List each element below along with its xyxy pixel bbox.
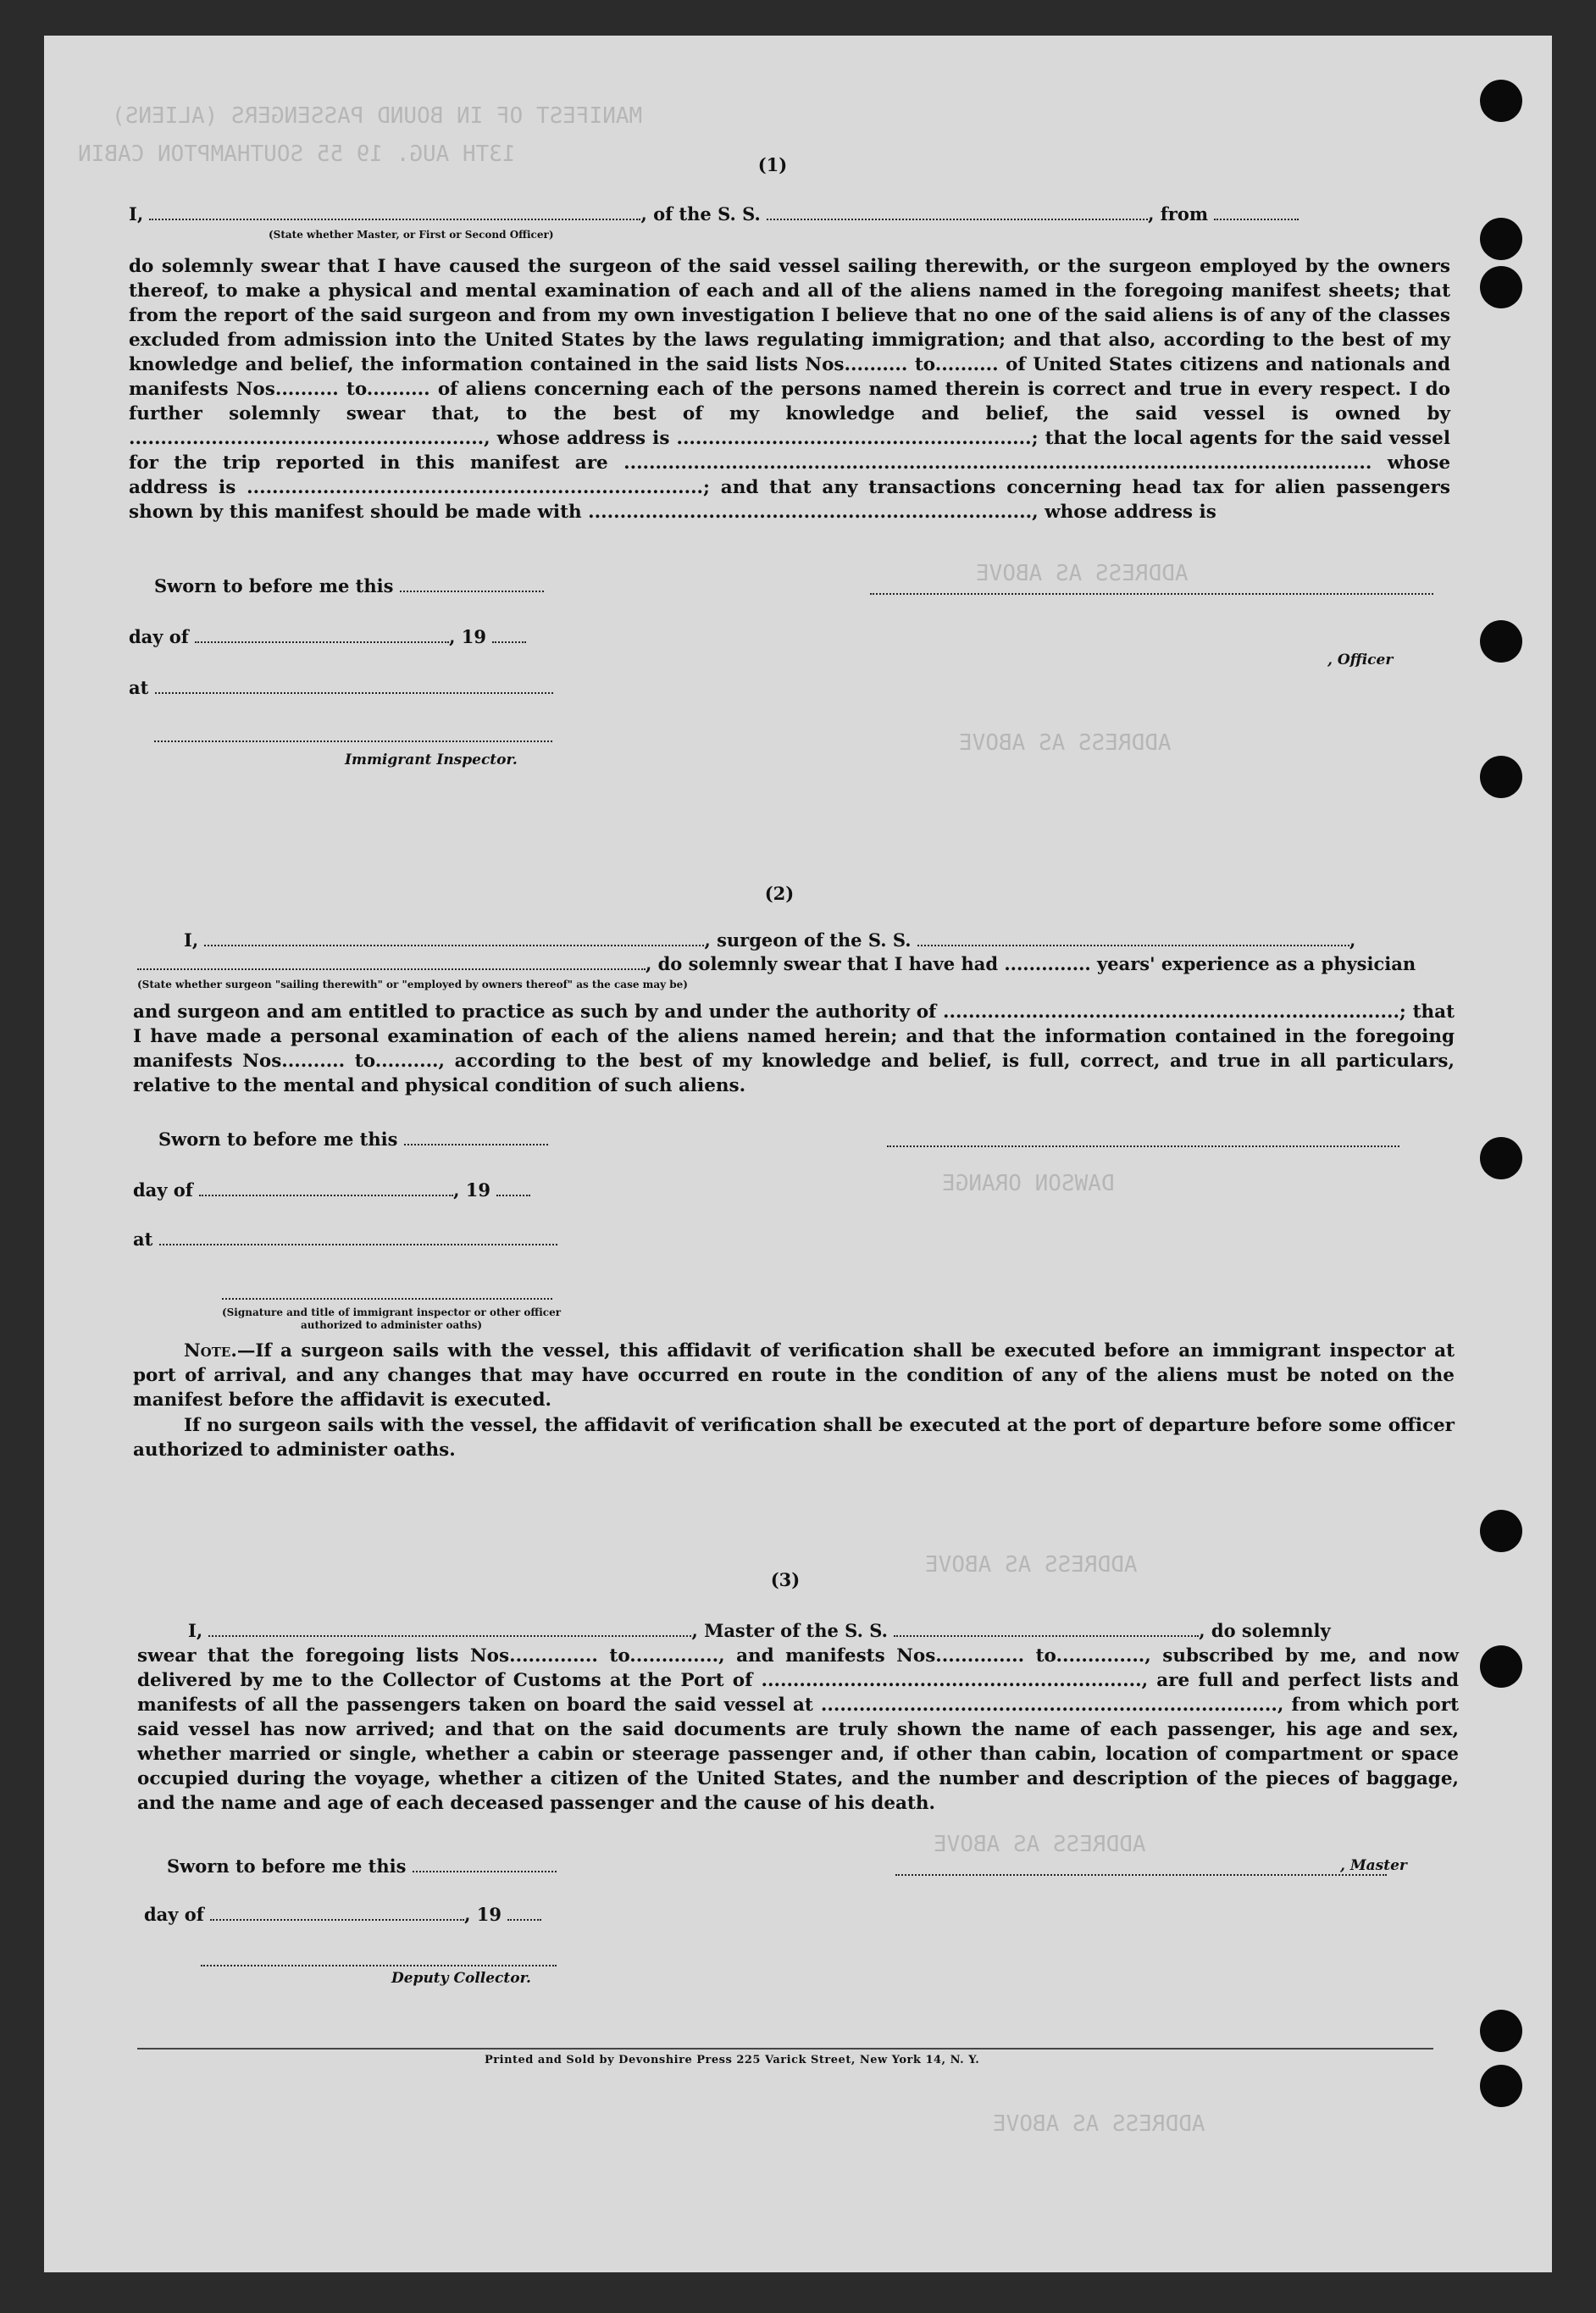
- master-signature-line[interactable]: [895, 1874, 1387, 1876]
- label-do-solemnly: , do solemnly: [1199, 1620, 1331, 1641]
- bleed-through-line: 13TH AUG. 19 55 SOUTHAMPTON CABIN: [78, 141, 516, 167]
- immigrant-inspector-label: Immigrant Inspector.: [345, 752, 518, 768]
- inspector-signature-line[interactable]: [154, 740, 552, 742]
- year-text: , 19: [449, 626, 487, 647]
- officer-name-field[interactable]: [149, 203, 640, 220]
- at-label-1: [129, 677, 553, 698]
- section-3-line1: [188, 1620, 1331, 1641]
- year-field[interactable]: [496, 1179, 530, 1196]
- inspector-signature-line[interactable]: [222, 1298, 552, 1300]
- manifest-back-page: [44, 36, 1552, 2272]
- master-label: , Master: [1340, 1857, 1407, 1874]
- surgeon-vessel-field[interactable]: [917, 929, 1349, 946]
- at-label-2: [133, 1229, 557, 1250]
- bleed-through-line: ADDRESS AS ABOVE: [993, 2111, 1205, 2137]
- punch-hole: [1480, 1645, 1522, 1688]
- surgeon-swear-text: , do solemnly swear that I have had .............. years' experience as a physician: [646, 953, 1416, 974]
- punch-hole: [1480, 756, 1522, 798]
- punch-hole: [1480, 2010, 1522, 2052]
- punch-hole: [1480, 218, 1522, 260]
- port-from-field[interactable]: [1214, 203, 1299, 220]
- note-paragraph: [133, 1339, 1455, 1412]
- section-3-number: (3): [770, 1569, 801, 1590]
- sworn-text: Sworn to before me this: [154, 575, 394, 596]
- sworn-label-2: [158, 1129, 548, 1150]
- sworn-label-1: [154, 575, 544, 596]
- label-i: I,: [188, 1620, 203, 1641]
- section-1-number: (1): [757, 154, 788, 175]
- deputy-collector-label: Deputy Collector.: [391, 1970, 531, 1987]
- bleed-through-line: ADDRESS AS ABOVE: [959, 730, 1172, 756]
- printer-imprint: Printed and Sold by Devonshire Press 225 Varick Street, New York 14, N. Y.: [485, 2054, 980, 2066]
- officer-label: , Officer: [1327, 652, 1394, 668]
- day-field[interactable]: [210, 1904, 464, 1921]
- label-from: , from: [1148, 203, 1209, 225]
- officer-note: (State whether Master, or First or Second Officer): [269, 229, 554, 241]
- signature-note: (Signature and title of immigrant inspector or other officer authorized to administer oaths): [221, 1306, 562, 1331]
- deputy-signature-line[interactable]: [201, 1965, 557, 1966]
- punch-hole: [1480, 1510, 1522, 1552]
- section-2-body: and surgeon and am entitled to practice as such by and under the authority of ........................................................................; that I have made a personal examination of each of the aliens named herein; and that the information contained in the foregoing manifests Nos.......... to.........., according to the best of my knowledge and belief, is full, correct, and true in all particulars, relative to the mental and physical condition of such aliens.: [133, 1001, 1455, 1096]
- section-1-line1: [129, 203, 1299, 225]
- year-field[interactable]: [507, 1904, 541, 1921]
- surgeon-capacity-field[interactable]: [137, 953, 646, 970]
- day-of-text: day of: [133, 1179, 193, 1201]
- sworn-date-field[interactable]: [404, 1129, 548, 1145]
- surgeon-signature-line[interactable]: [887, 1145, 1399, 1147]
- section-2-line1: [184, 929, 1355, 951]
- punch-hole: [1480, 2065, 1522, 2107]
- at-text: at: [129, 677, 149, 698]
- bleed-through-line: ADDRESS AS ABOVE: [976, 561, 1189, 586]
- at-field[interactable]: [159, 1229, 557, 1245]
- bleed-through-line: ADDRESS AS ABOVE: [934, 1832, 1146, 1857]
- label-surgeon-of-ss: , surgeon of the S. S.: [704, 929, 912, 951]
- sworn-date-field[interactable]: [400, 575, 544, 592]
- day-field[interactable]: [199, 1179, 453, 1196]
- year-text: , 19: [464, 1904, 502, 1925]
- punch-hole: [1480, 620, 1522, 663]
- day-of-label-2: [133, 1179, 530, 1201]
- footer-divider: [137, 2048, 1433, 2050]
- label-of-ss: , of the S. S.: [640, 203, 761, 225]
- label-i: I,: [129, 203, 144, 225]
- punch-hole: [1480, 80, 1522, 122]
- day-field[interactable]: [195, 626, 449, 643]
- master-name-field[interactable]: [208, 1620, 691, 1637]
- year-text: , 19: [453, 1179, 491, 1201]
- sworn-text: Sworn to before me this: [167, 1855, 407, 1877]
- sworn-label-3: [167, 1855, 557, 1877]
- surgeon-name-field[interactable]: [204, 929, 704, 946]
- day-of-label-3: [144, 1904, 541, 1925]
- section-3-body: swear that the foregoing lists Nos.............. to.............., and manifests Nos.............. to.............., subscribed by me, and now delivered by me to the Collector of Customs at the Port of ............................................................, are full and perfect lists and manifests of all the passengers taken on board the said vessel at ........................................................................, from which port said vessel has now arrived; and that on the said documents are truly shown the name of each passenger, his age and sex, whether married or single, whether a cabin or steerage passenger and, if other than cabin, location of compartment or space occupied during the voyage, whether a citizen of the United States, and the number and description of the pieces of baggage, and the name and age of each deceased passenger and the cause of his death.: [137, 1645, 1459, 1814]
- bleed-through-header: MANIFEST OF IN BOUND PASSENGERS (ALIENS): [112, 103, 643, 129]
- at-field[interactable]: [155, 677, 553, 694]
- day-of-label-1: [129, 626, 526, 647]
- note-label: Note.: [184, 1340, 237, 1362]
- day-of-text: day of: [144, 1904, 204, 1925]
- at-text: at: [133, 1229, 153, 1250]
- punch-hole: [1480, 1137, 1522, 1179]
- master-vessel-field[interactable]: [894, 1620, 1199, 1637]
- section-1-body: do solemnly swear that I have caused the surgeon of the said vessel sailing therewith, or the surgeon employed by the owners thereof, to make a physical and mental examination of each and all of the aliens named in the foregoing manifest sheets; that from the report of the said surgeon and from my own investigation I believe that no one of the said aliens is of any of the classes excluded from admission into the United States by the laws regulating immigration; and that also, according to the best of my knowledge and belief, the information contained in the said lists Nos.......... to.......... of United States citizens and nationals and manifests Nos.......... to.......... of aliens concerning each of the persons named therein is correct and true in every respect. I do further solemnly swear that, to the best of my knowledge and belief, the said vessel is owned by ........................................................, whose address is ........................................................; that the local agents for the said vessel for the trip reported in this manifest are ...................................................................................................................... whose address is ........................................................................; and that any transactions concerning head tax for alien passengers shown by this manifest should be made with ......................................................................, whose address is: [129, 256, 1450, 523]
- note-text: —If a surgeon sails with the vessel, this affidavit of verification shall be executed before an immigrant inspector at port of arrival, and any changes that may have occurred en route in the condition of any of the aliens must be noted on the manifest before the affidavit is executed.: [133, 1340, 1455, 1411]
- label-master-of-ss: , Master of the S. S.: [691, 1620, 888, 1641]
- officer-signature-line[interactable]: [870, 593, 1433, 595]
- comma: ,: [1349, 929, 1356, 951]
- sworn-text: Sworn to before me this: [158, 1129, 398, 1150]
- bleed-through-line: DAWSON ORANGE: [942, 1171, 1115, 1196]
- section-2-line2: [137, 953, 1416, 974]
- bleed-through-line: ADDRESS AS ABOVE: [925, 1552, 1138, 1578]
- label-i: I,: [184, 929, 199, 951]
- year-field[interactable]: [492, 626, 526, 643]
- punch-hole: [1480, 266, 1522, 308]
- note-paragraph-2: If no surgeon sails with the vessel, the affidavit of verification shall be executed at the port of departure before some officer authorized to administer oaths.: [133, 1415, 1455, 1461]
- day-of-text: day of: [129, 626, 189, 647]
- sworn-date-field[interactable]: [413, 1855, 557, 1872]
- section-2-number: (2): [764, 883, 795, 904]
- vessel-name-field[interactable]: [767, 203, 1148, 220]
- surgeon-note: (State whether surgeon "sailing therewith" or "employed by owners thereof" as the case may be): [137, 979, 688, 990]
